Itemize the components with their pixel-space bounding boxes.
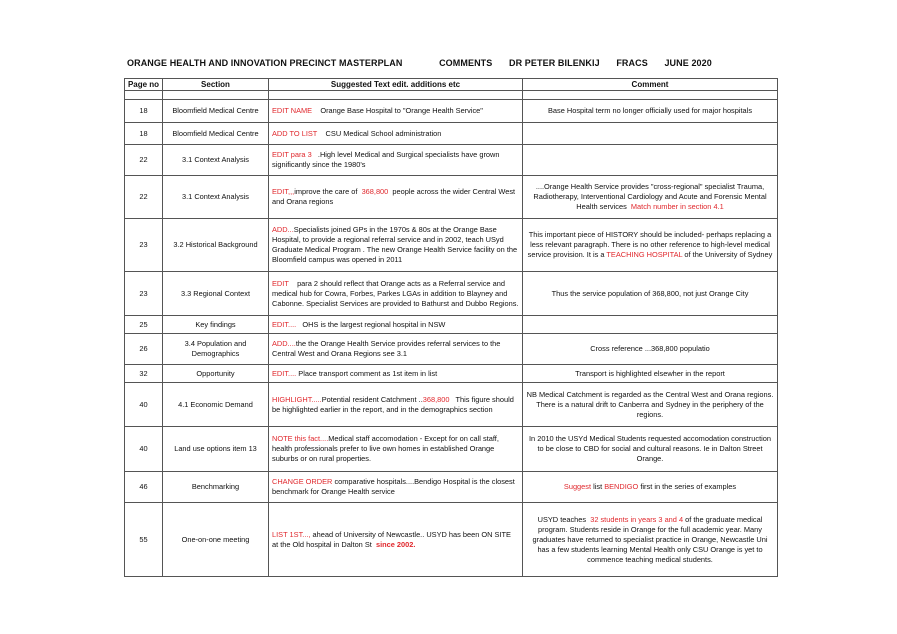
section-cell: 3.2 Historical Background — [163, 219, 269, 272]
comment-cell: Thus the service population of 368,800, not just Orange City — [523, 272, 778, 316]
page-cell: 46 — [125, 472, 163, 503]
comment-cell: Cross reference ...368,800 populatio — [523, 334, 778, 365]
catchment-number: 368,800 — [361, 187, 389, 196]
edit-text: improve the care of — [294, 187, 358, 196]
section-cell: Bloomfield Medical Centre — [163, 123, 269, 145]
comments-label: COMMENTS — [439, 58, 493, 68]
edit-text-continued: people across the wider Central West and Orana regions — [272, 187, 516, 206]
edit-text: Place transport comment as 1st item in list — [298, 368, 438, 378]
text-cell — [269, 334, 523, 365]
page-cell: 32 — [125, 365, 163, 383]
comment-text: list — [593, 482, 603, 491]
edit-text: .High level Medical and Surgical specialists have grown significantly since the 1980's — [272, 150, 500, 169]
comment-cell: Base Hospital term no longer officially used for major hospitals — [523, 100, 778, 123]
spacer-cell — [523, 91, 778, 100]
edit-tag: LIST 1ST..., — [272, 529, 311, 539]
section-cell: 4.1 Economic Demand — [163, 383, 269, 427]
section-cell: One-on-one meeting — [163, 503, 269, 577]
table-spacer-row — [125, 91, 778, 100]
edit-text-highlight: since 2002. — [375, 539, 416, 549]
comment-cell — [523, 503, 778, 577]
edit-text: Potential resident Catchment .. — [321, 394, 423, 404]
comment-cell — [523, 145, 778, 176]
comment-highlight-bendigo: BENDIGO — [604, 482, 639, 491]
comment-highlight: Match number in section 4.1 — [630, 202, 724, 211]
edit-tag: EDIT — [272, 278, 289, 288]
section-cell: 3.1 Context Analysis — [163, 145, 269, 176]
section-cell: Land use options item 13 — [163, 427, 269, 472]
edit-text: comparative hospitals....Bendigo Hospital is the closest benchmark for Orange Health service — [272, 477, 515, 496]
table-row — [125, 383, 778, 427]
table-row — [125, 219, 778, 272]
section-cell: Bloomfield Medical Centre — [163, 100, 269, 123]
comment-text: ....Orange Health Service provides "cross-regional" specialist Trauma, Radiotherapy, Interventional Cardiology and Acute and Forensic Mental Health services — [533, 182, 767, 211]
page-cell: 18 — [125, 123, 163, 145]
text-cell — [269, 503, 523, 577]
comment-highlight: TEACHING HOSPITAL — [606, 250, 683, 259]
edit-tag: EDIT,,, — [272, 187, 295, 196]
page-cell: 23 — [125, 219, 163, 272]
table-row — [125, 365, 778, 383]
comment-text-continued: of the graduate medical program. Students reside in Orange for the full academic year. Many graduates have returned to specialist practice in Orange, Newcastle Uni has a few students learning Mental Health only CSU Orange is yet to commence teaching medical students. — [532, 514, 768, 564]
edit-tag: EDIT para 3 — [272, 150, 312, 159]
edit-tag: EDIT.... — [272, 368, 297, 378]
table-row — [125, 272, 778, 316]
table-row — [125, 334, 778, 365]
text-cell — [269, 472, 523, 503]
text-cell — [269, 100, 523, 123]
text-cell — [269, 123, 523, 145]
edit-tag: EDIT NAME — [272, 106, 313, 115]
comment-cell: Transport is highlighted elsewher in the report — [523, 365, 778, 383]
edit-text: Medical staff accomodation - Except for on call staff, health professionals prefer to live own homes in established Orange suburbs or on rural properties. — [272, 434, 499, 463]
catchment-number: 368,800 — [422, 394, 450, 404]
column-header-section: Section — [163, 79, 269, 91]
page-cell: 40 — [125, 427, 163, 472]
page-cell: 40 — [125, 383, 163, 427]
comment-text-continued: first in the series of examples — [640, 482, 737, 491]
section-cell: 3.1 Context Analysis — [163, 176, 269, 219]
text-cell — [269, 316, 523, 334]
table-row — [125, 472, 778, 503]
comment-text-continued: of the University of Sydney — [684, 250, 773, 259]
text-cell — [269, 272, 523, 316]
comment-cell: NB Medical Catchment is regarded as the Central West and Orana regions. There is a natural drift to Canberra and Sydney in the periphery of the regions. — [523, 383, 778, 427]
table-row — [125, 503, 778, 577]
comment-cell — [523, 123, 778, 145]
section-cell: Key findings — [163, 316, 269, 334]
text-cell — [269, 365, 523, 383]
edit-text-continued: This figure should be highlighted earlier in the report, and in the demographics section — [272, 394, 514, 414]
edit-tag: ADD.... — [272, 339, 296, 348]
edit-tag: ADD... — [272, 225, 294, 234]
table-header-row — [125, 79, 778, 91]
section-cell: Opportunity — [163, 365, 269, 383]
edit-text: the the Orange Health Service provides referral services to the Central West and Orana Regions see 3.1 — [272, 339, 501, 358]
spacer-cell — [269, 91, 523, 100]
text-cell — [269, 427, 523, 472]
table-row — [125, 427, 778, 472]
edit-text: OHS is the largest regional hospital in NSW — [302, 319, 446, 329]
page-cell: 18 — [125, 100, 163, 123]
table-row — [125, 176, 778, 219]
spacer-cell — [125, 91, 163, 100]
edit-text: Orange Base Hospital to "Orange Health Service" — [320, 106, 483, 115]
column-header-page: Page no — [125, 79, 163, 91]
page-cell: 55 — [125, 503, 163, 577]
comments-table — [124, 78, 778, 577]
page-cell: 23 — [125, 272, 163, 316]
section-cell: 3.3 Regional Context — [163, 272, 269, 316]
comment-text: USYD teaches — [537, 514, 587, 524]
text-cell — [269, 383, 523, 427]
comment-cell — [523, 316, 778, 334]
edit-text: Specialists joined GPs in the 1970s & 80s at the Orange Base Hospital, to provide a regional referral service and in 2002, teach USyd Graduate Medical Program . The new Orange Health Service facility on the Bloomfield campus was opened in 2011 — [272, 225, 518, 264]
edit-text: ahead of University of Newcastle.. USYD has been ON SITE at the Old hospital in Dalton St — [272, 529, 511, 549]
table-row — [125, 145, 778, 176]
text-cell — [269, 219, 523, 272]
comment-highlight: Suggest — [563, 482, 592, 491]
comment-cell — [523, 176, 778, 219]
column-header-text: Suggested Text edit. additions etc — [269, 79, 523, 91]
page-cell: 26 — [125, 334, 163, 365]
edit-tag: HIGHLIGHT..... — [272, 394, 322, 404]
comment-cell — [523, 472, 778, 503]
page-cell: 22 — [125, 145, 163, 176]
document-title-line — [127, 58, 712, 68]
document-title: ORANGE HEALTH AND INNOVATION PRECINCT MASTERPLAN — [127, 58, 403, 68]
page-cell: 25 — [125, 316, 163, 334]
comment-cell: In 2010 the USYd Medical Students requested accomodation construction to be close to CBD for social and cultural reasons. Ie in Dalton Street Orange. — [523, 427, 778, 472]
comment-cell — [523, 219, 778, 272]
author-name: DR PETER BILENKIJ — [509, 58, 600, 68]
section-cell: 3.4 Population and Demographics — [163, 334, 269, 365]
page-cell: 22 — [125, 176, 163, 219]
section-cell: Benchmarking — [163, 472, 269, 503]
text-cell — [269, 145, 523, 176]
edit-tag: EDIT.... — [272, 319, 297, 329]
table-row — [125, 100, 778, 123]
edit-text: para 2 should reflect that Orange acts as a Referral service and medical hub for Cowra, Forbes, Parkes LGAs in addition to Blayney and Cabonne. Specialist Services are provided to Bathurst and Dubbo Regions. — [272, 278, 519, 308]
spacer-cell — [163, 91, 269, 100]
comment-text: This important piece of HISTORY should be included- perhaps replacing a less relevant paragraph. There is no other reference to high-level medical service provision. It is a — [527, 230, 772, 259]
edit-tag: CHANGE ORDER — [272, 477, 333, 486]
comment-highlight: 32 students in years 3 and 4 — [590, 514, 684, 524]
table-row — [125, 123, 778, 145]
document-date: JUNE 2020 — [664, 58, 712, 68]
column-header-comment: Comment — [523, 79, 778, 91]
edit-tag: NOTE this fact.... — [272, 434, 329, 443]
table-row — [125, 316, 778, 334]
text-cell — [269, 176, 523, 219]
edit-tag: ADD TO LIST — [272, 128, 318, 138]
author-credential: FRACS — [616, 58, 648, 68]
edit-text: CSU Medical School administration — [325, 128, 442, 138]
